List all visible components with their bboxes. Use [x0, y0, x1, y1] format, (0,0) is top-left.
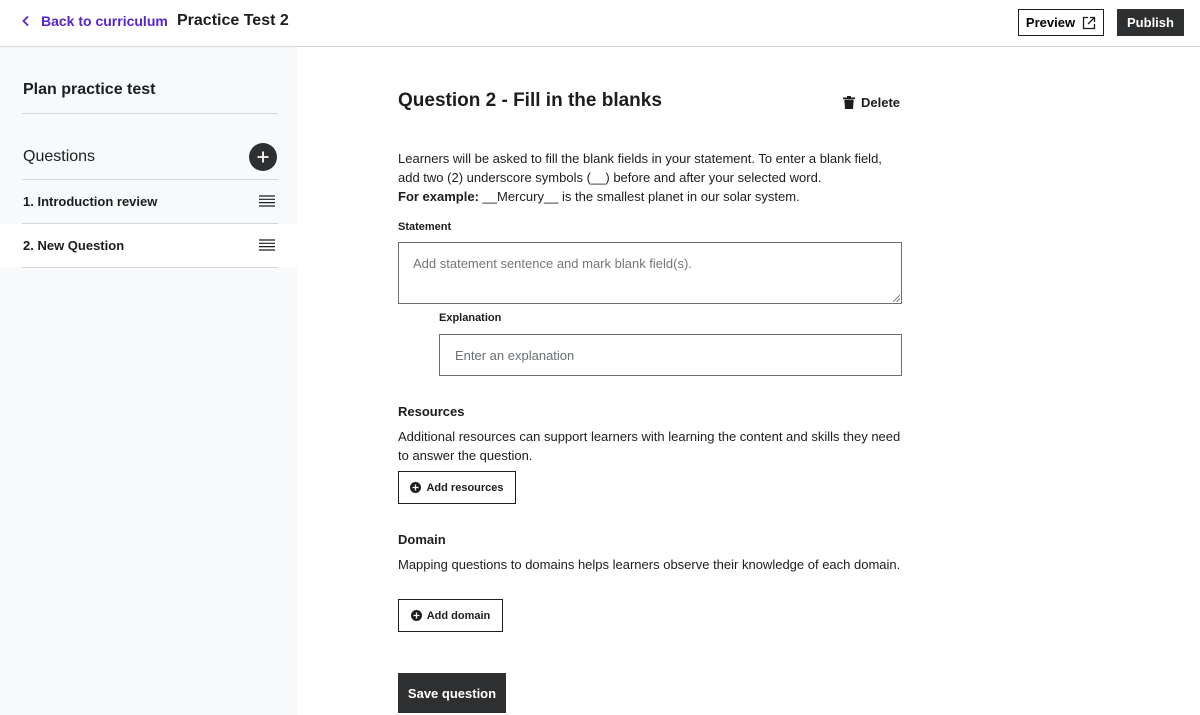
drag-handle-icon[interactable] — [259, 195, 275, 207]
delete-button[interactable] — [843, 95, 900, 110]
add-resources-label: Add resources — [426, 481, 504, 494]
sidebar-item-label: 2. New Question — [23, 238, 125, 253]
page-title: Practice Test 2 — [177, 12, 289, 29]
explanation-label: Explanation — [439, 312, 502, 324]
trash-icon — [843, 96, 855, 109]
explanation-input[interactable] — [439, 334, 902, 376]
sidebar-item-question-1[interactable] — [0, 180, 297, 223]
save-question-button[interactable]: Save question — [398, 673, 506, 713]
statement-input[interactable] — [398, 242, 902, 304]
add-question-button[interactable] — [249, 143, 277, 171]
instructions-line: add two (2) underscore symbols (__) before and after your selected word. — [398, 170, 822, 185]
resources-description: Additional resources can support learners with learning the content and skills they need to answer the question. — [398, 429, 901, 463]
example-label: For example: — [398, 189, 479, 204]
instructions — [398, 149, 918, 206]
sidebar — [0, 47, 297, 715]
top-bar — [0, 0, 1200, 47]
instructions-line: Learners will be asked to fill the blank fields in your statement. To enter a blank field, — [398, 151, 882, 166]
sidebar-item-question-2[interactable] — [0, 224, 297, 267]
external-link-icon — [1082, 16, 1096, 30]
sidebar-item-label: 1. Introduction review — [23, 194, 158, 209]
back-to-curriculum-link[interactable] — [20, 13, 168, 29]
drag-handle-icon[interactable] — [259, 239, 275, 251]
example-line — [398, 187, 918, 206]
statement-label: Statement — [398, 221, 452, 233]
questions-label: Questions — [23, 148, 96, 165]
domain-description: Mapping questions to domains helps learners observe their knowledge of each domain. — [398, 557, 901, 572]
delete-label: Delete — [861, 95, 901, 110]
sidebar-divider — [22, 267, 278, 268]
add-domain-button[interactable] — [398, 599, 503, 632]
sidebar-divider — [22, 113, 278, 114]
preview-button[interactable] — [1018, 9, 1104, 36]
back-link-label: Back to curriculum — [41, 13, 168, 29]
question-heading: Question 2 - Fill in the blanks — [398, 90, 662, 111]
resize-grip-icon[interactable] — [893, 295, 900, 302]
add-resources-button[interactable] — [398, 471, 516, 504]
example-text: __Mercury__ is the smallest planet in our solar system. — [478, 189, 800, 204]
plus-icon — [256, 150, 270, 164]
add-domain-label: Add domain — [426, 609, 491, 622]
publish-button[interactable]: Publish — [1117, 9, 1184, 36]
resources-title: Resources — [398, 404, 465, 419]
plus-circle-icon — [411, 610, 422, 621]
chevron-left-icon — [20, 15, 32, 27]
sidebar-title: Plan practice test — [23, 81, 156, 98]
domain-title: Domain — [398, 532, 446, 547]
plus-circle-icon — [410, 482, 421, 493]
preview-label: Preview — [1025, 15, 1076, 30]
